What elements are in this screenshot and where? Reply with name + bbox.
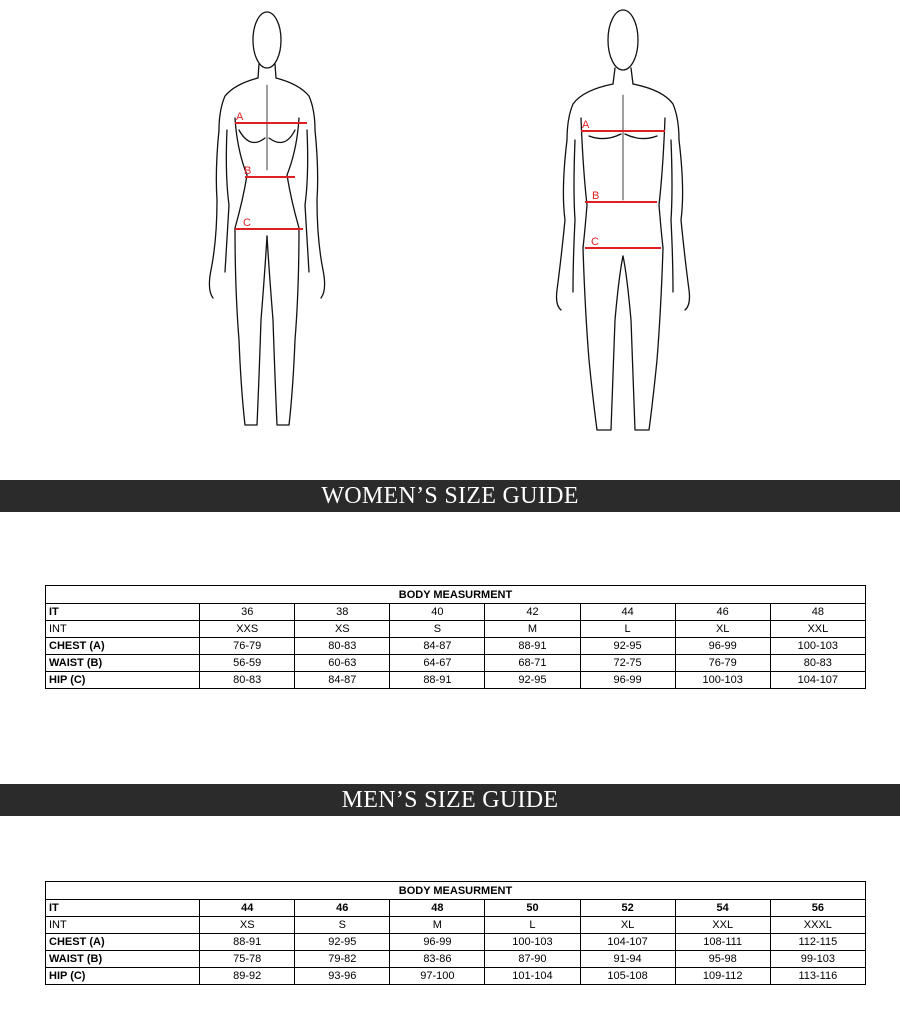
- table-row: [46, 604, 866, 621]
- table-cell: 92-95: [580, 638, 675, 655]
- table-cell: 60-63: [295, 655, 390, 672]
- table-row: [46, 655, 866, 672]
- table-cell: XS: [200, 917, 295, 934]
- table-cell: S: [390, 621, 485, 638]
- row-label: HIP (C): [46, 968, 200, 985]
- row-label: WAIST (B): [46, 951, 200, 968]
- table-row: [46, 621, 866, 638]
- marker-b: B: [592, 190, 600, 202]
- table-cell: 76-79: [200, 638, 295, 655]
- table-cell: 42: [485, 604, 580, 621]
- table-cell: 100-103: [485, 934, 580, 951]
- table-body: [46, 604, 866, 689]
- table-cell: 112-115: [770, 934, 865, 951]
- table-cell: 89-92: [200, 968, 295, 985]
- table-cell: 64-67: [390, 655, 485, 672]
- table-cell: 100-103: [770, 638, 865, 655]
- table-cell: 46: [295, 900, 390, 917]
- table-cell: 46: [675, 604, 770, 621]
- men-body-figure: [545, 0, 700, 440]
- table-cell: 48: [390, 900, 485, 917]
- row-label: IT: [46, 604, 200, 621]
- table-cell: 99-103: [770, 951, 865, 968]
- table-cell: 76-79: [675, 655, 770, 672]
- table-cell: 38: [295, 604, 390, 621]
- table-cell: 100-103: [675, 672, 770, 689]
- table-cell: 96-99: [390, 934, 485, 951]
- table-cell: 36: [200, 604, 295, 621]
- table-cell: XXL: [770, 621, 865, 638]
- marker-a: A: [236, 111, 244, 123]
- table-row: [46, 917, 866, 934]
- table-cell: 105-108: [580, 968, 675, 985]
- row-label: WAIST (B): [46, 655, 200, 672]
- table-cell: 54: [675, 900, 770, 917]
- table-cell: XL: [580, 917, 675, 934]
- table-cell: M: [390, 917, 485, 934]
- row-label: IT: [46, 900, 200, 917]
- table-cell: 96-99: [675, 638, 770, 655]
- table-cell: XS: [295, 621, 390, 638]
- women-body-illustration: [195, 0, 345, 440]
- table-cell: 80-83: [770, 655, 865, 672]
- table-cell: 50: [485, 900, 580, 917]
- table-cell: 56-59: [200, 655, 295, 672]
- table-row: [46, 638, 866, 655]
- table-cell: L: [485, 917, 580, 934]
- table-cell: 56: [770, 900, 865, 917]
- table-cell: XXL: [675, 917, 770, 934]
- row-label: CHEST (A): [46, 934, 200, 951]
- men-body-illustration: [545, 0, 700, 440]
- table-cell: 93-96: [295, 968, 390, 985]
- table-body: [46, 900, 866, 985]
- table-cell: 40: [390, 604, 485, 621]
- table-cell: 80-83: [295, 638, 390, 655]
- row-label: INT: [46, 917, 200, 934]
- table-cell: 92-95: [485, 672, 580, 689]
- table-caption: BODY MEASURMENT: [46, 882, 866, 900]
- table-cell: 96-99: [580, 672, 675, 689]
- table-cell: 104-107: [580, 934, 675, 951]
- table-cell: 108-111: [675, 934, 770, 951]
- table-cell: 113-116: [770, 968, 865, 985]
- table-cell: XL: [675, 621, 770, 638]
- table-cell: 87-90: [485, 951, 580, 968]
- row-label: CHEST (A): [46, 638, 200, 655]
- table-cell: 72-75: [580, 655, 675, 672]
- table-cell: 101-104: [485, 968, 580, 985]
- table-cell: 109-112: [675, 968, 770, 985]
- table-cell: 80-83: [200, 672, 295, 689]
- table-row: [46, 968, 866, 985]
- table-cell: 84-87: [295, 672, 390, 689]
- women-size-table: [45, 585, 866, 689]
- table-cell: 75-78: [200, 951, 295, 968]
- table-cell: M: [485, 621, 580, 638]
- table-row: [46, 900, 866, 917]
- table-cell: 79-82: [295, 951, 390, 968]
- row-label: HIP (C): [46, 672, 200, 689]
- table-cell: 52: [580, 900, 675, 917]
- table-cell: 92-95: [295, 934, 390, 951]
- women-body-figure: [195, 0, 345, 440]
- table-cell: 95-98: [675, 951, 770, 968]
- table-cell: XXS: [200, 621, 295, 638]
- table-cell: 44: [200, 900, 295, 917]
- table-caption: BODY MEASURMENT: [46, 586, 866, 604]
- table-cell: 97-100: [390, 968, 485, 985]
- men-size-table: [45, 881, 866, 985]
- marker-a: A: [582, 119, 590, 131]
- table-cell: 48: [770, 604, 865, 621]
- marker-c: C: [243, 217, 251, 229]
- marker-b: B: [244, 165, 252, 177]
- table-cell: 88-91: [200, 934, 295, 951]
- table-cell: 83-86: [390, 951, 485, 968]
- women-size-guide-banner: WOMEN’S SIZE GUIDE: [0, 480, 900, 512]
- table-cell: 104-107: [770, 672, 865, 689]
- marker-c: C: [591, 236, 599, 248]
- table-cell: 44: [580, 604, 675, 621]
- men-size-guide-banner: MEN’S SIZE GUIDE: [0, 784, 900, 816]
- table-cell: 88-91: [485, 638, 580, 655]
- table-cell: 91-94: [580, 951, 675, 968]
- table-row: [46, 951, 866, 968]
- table-row: [46, 672, 866, 689]
- table-cell: S: [295, 917, 390, 934]
- table-cell: 68-71: [485, 655, 580, 672]
- table-cell: L: [580, 621, 675, 638]
- table-cell: 84-87: [390, 638, 485, 655]
- row-label: INT: [46, 621, 200, 638]
- table-row: [46, 934, 866, 951]
- table-cell: XXXL: [770, 917, 865, 934]
- table-cell: 88-91: [390, 672, 485, 689]
